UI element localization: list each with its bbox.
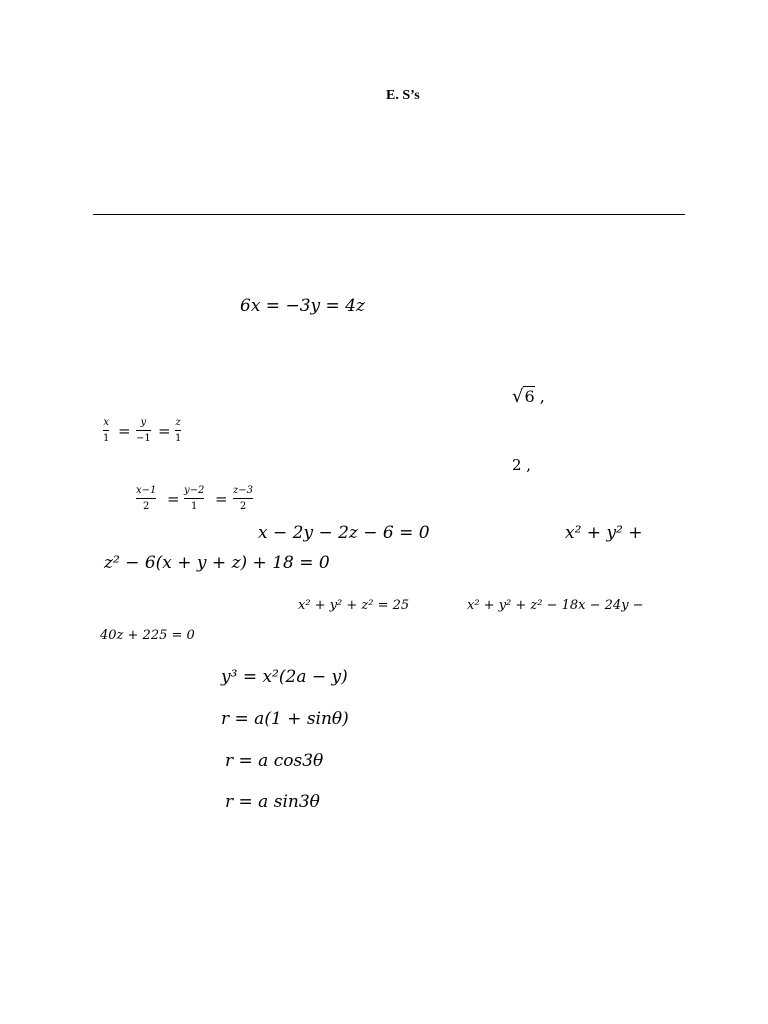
equation-curve2: r = a(1 + sinθ)	[221, 709, 349, 729]
fraction-denominator: 1	[103, 433, 110, 444]
sqrt-six	[512, 388, 545, 406]
fraction-numerator: z−3	[233, 485, 254, 496]
fraction-numerator: y−2	[184, 485, 205, 496]
fraction-bar	[103, 430, 109, 431]
fraction-bar	[136, 430, 151, 431]
equation-curve1: y³ = x²(2a − y)	[221, 667, 348, 687]
equation-sphere1-part1: x² + y² +	[565, 523, 643, 543]
equals-sign: =	[167, 490, 180, 508]
fraction-bar	[136, 498, 156, 499]
fraction-bar	[175, 430, 181, 431]
equation-sphere3-part2: 40z + 225 = 0	[100, 628, 195, 643]
line2-fraction-y	[184, 486, 204, 512]
fraction-numerator: y	[140, 417, 147, 428]
equation-line-ratio: 6x = −3y = 4z	[240, 296, 365, 316]
radical-icon: √	[512, 386, 524, 407]
page-header: E. S’s	[386, 88, 420, 103]
fraction-denominator: 1	[175, 433, 182, 444]
equals-sign: =	[118, 422, 131, 440]
line1-fraction-z	[175, 418, 181, 444]
line1-fraction-y	[136, 418, 151, 444]
line2-fraction-x	[136, 486, 156, 512]
sqrt-comma: ,	[539, 387, 545, 406]
fraction-numerator: z	[175, 417, 181, 428]
fraction-denominator: 2	[143, 501, 150, 512]
equals-sign: =	[215, 490, 228, 508]
line2-fraction-z	[233, 486, 253, 512]
line1-fraction-x	[103, 418, 109, 444]
fraction-denominator: 1	[191, 501, 198, 512]
fraction-numerator: x−1	[136, 485, 157, 496]
value-two: 2 ,	[512, 456, 532, 474]
fraction-denominator: −1	[136, 433, 151, 444]
fraction-denominator: 2	[239, 501, 247, 512]
equals-sign: =	[158, 422, 171, 440]
equation-sphere2: x² + y² + z² = 25	[298, 598, 410, 613]
equation-curve4: r = a sin3θ	[225, 792, 320, 812]
fraction-bar	[233, 498, 253, 499]
sqrt-radicand: 6	[524, 387, 535, 406]
fraction-bar	[184, 498, 204, 499]
header-divider	[93, 214, 685, 215]
equation-plane: x − 2y − 2z − 6 = 0	[258, 523, 430, 543]
equation-sphere3-part1: x² + y² + z² − 18x − 24y −	[467, 598, 644, 613]
equation-sphere1-part2: z² − 6(x + y + z) + 18 = 0	[104, 553, 330, 573]
fraction-numerator: x	[103, 417, 109, 428]
equation-curve3: r = a cos3θ	[225, 751, 324, 771]
